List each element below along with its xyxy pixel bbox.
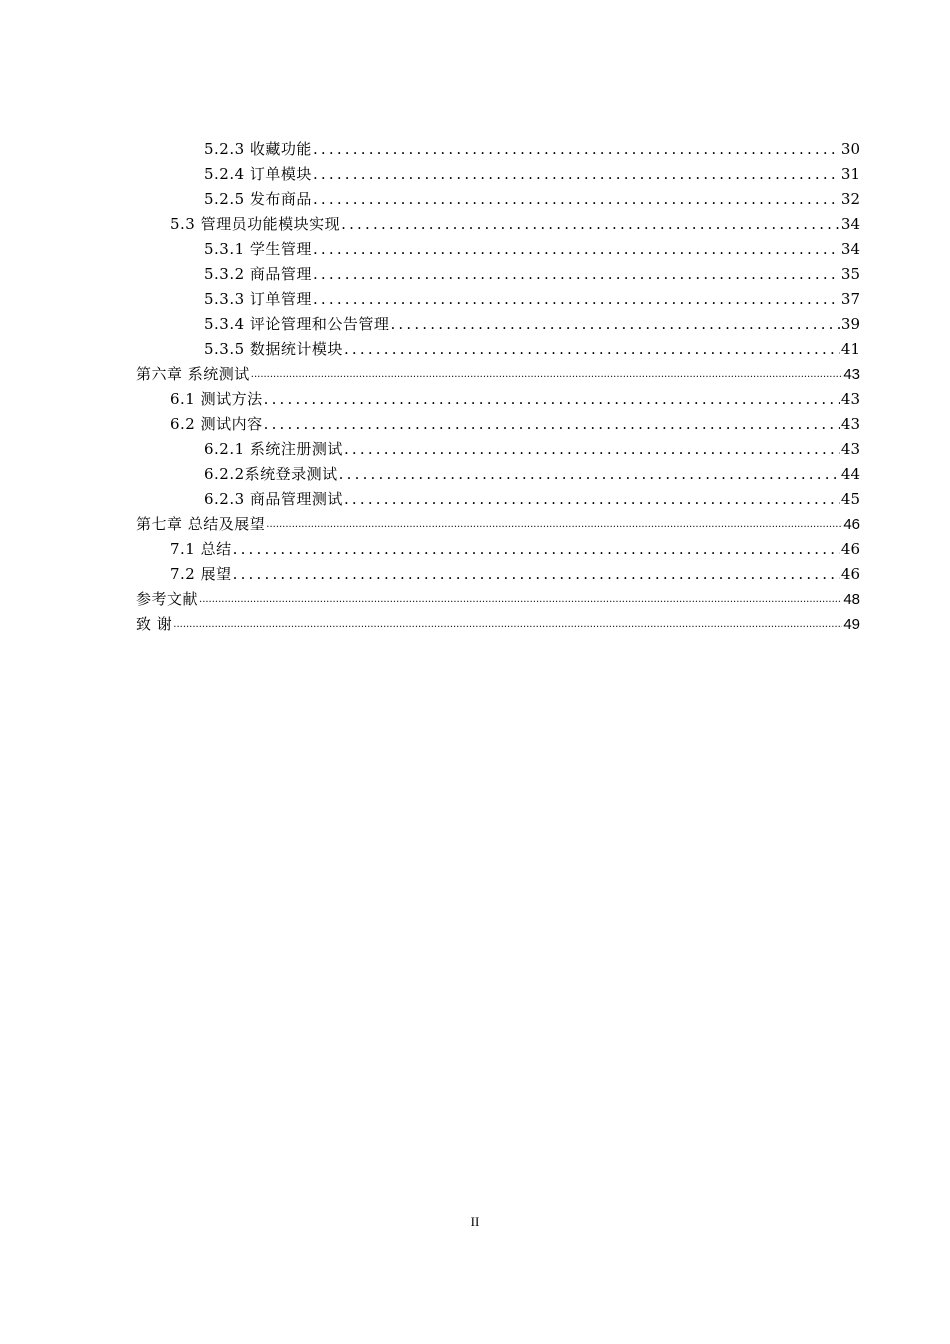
toc-entry-page: 34 [840,215,860,233]
toc-entry-page: 46 [840,540,860,558]
toc-dot-leader [339,462,840,487]
toc-entry[interactable] [136,287,860,312]
toc-dot-leader [251,362,843,383]
toc-chapter-entry[interactable] [136,587,860,612]
toc-dot-leader [173,612,842,633]
toc-entry-page: 32 [840,190,860,208]
toc-dot-leader [313,137,840,162]
toc-entry-page: 48 [843,591,860,608]
page-number: II [470,1214,480,1229]
toc-entry-page: 37 [840,290,860,308]
toc-dot-leader [313,187,840,212]
toc-entry-title: 致 谢 [136,615,173,633]
toc-entry-page: 43 [840,390,860,408]
toc-entry-title: 5.3.4 评论管理和公告管理 [204,315,390,333]
toc-entry[interactable] [136,237,860,262]
toc-entry[interactable] [136,437,860,462]
toc-entry-title: 5.2.4 订单模块 [204,165,312,183]
toc-chapter-entry[interactable] [136,612,860,637]
toc-entry[interactable] [136,337,860,362]
toc-entry-page: 44 [840,465,860,483]
toc-chapter-entry[interactable] [136,362,860,387]
toc-entry-title: 5.3 管理员功能模块实现 [170,215,341,233]
toc-entry[interactable] [136,537,860,562]
toc-entry[interactable] [136,212,860,237]
toc-entry[interactable] [136,462,860,487]
toc-dot-leader [344,487,840,512]
toc-entry-page: 46 [840,565,860,583]
toc-entry-page: 43 [840,440,860,458]
toc-entry-title: 5.3.2 商品管理 [204,265,312,283]
toc-entry-title: 第七章 总结及展望 [136,515,266,533]
toc-entry[interactable] [136,262,860,287]
toc-dot-leader [233,537,840,562]
toc-entry[interactable] [136,562,860,587]
toc-entry[interactable] [136,137,860,162]
toc-entry-page: 34 [840,240,860,258]
toc-entry-title: 5.3.1 学生管理 [204,240,312,258]
toc-dot-leader [264,387,840,412]
toc-dot-leader [266,512,842,533]
toc-entry-page: 31 [840,165,860,183]
toc-dot-leader [313,162,840,187]
toc-entry-page: 39 [840,315,860,333]
toc-entry-title: 6.2.1 系统注册测试 [204,440,343,458]
table-of-contents [136,137,860,637]
toc-dot-leader [233,562,840,587]
toc-entry-page: 46 [843,516,860,533]
toc-entry-title: 6.2.3 商品管理测试 [204,490,343,508]
toc-entry[interactable] [136,387,860,412]
toc-entry-title: 5.2.3 收藏功能 [204,140,312,158]
toc-dot-leader [313,262,840,287]
toc-entry-title: 参考文献 [136,590,199,608]
toc-entry-page: 30 [840,140,860,158]
toc-entry-page: 45 [840,490,860,508]
toc-entry-title: 6.2.2系统登录测试 [204,465,338,483]
toc-entry-page: 41 [840,340,860,358]
toc-entry-title: 6.1 测试方法 [170,390,263,408]
toc-entry-page: 49 [843,616,860,633]
toc-dot-leader [344,437,840,462]
toc-chapter-entry[interactable] [136,512,860,537]
toc-entry[interactable] [136,187,860,212]
toc-dot-leader [313,287,840,312]
toc-entry-title: 5.2.5 发布商品 [204,190,312,208]
toc-dot-leader [390,312,839,337]
toc-entry[interactable] [136,412,860,437]
toc-entry[interactable] [136,487,860,512]
toc-entry-page: 35 [840,265,860,283]
toc-entry-page: 43 [840,415,860,433]
toc-dot-leader [199,587,842,608]
toc-entry[interactable] [136,312,860,337]
toc-entry-title: 7.2 展望 [170,565,232,583]
toc-dot-leader [344,337,840,362]
toc-entry-title: 7.1 总结 [170,540,232,558]
toc-entry-page: 43 [843,366,860,383]
toc-entry-title: 5.3.3 订单管理 [204,290,312,308]
toc-dot-leader [313,237,840,262]
toc-entry-title: 5.3.5 数据统计模块 [204,340,343,358]
toc-entry-title: 6.2 测试内容 [170,415,263,433]
toc-entry-title: 第六章 系统测试 [136,365,250,383]
toc-dot-leader [264,412,840,437]
toc-entry[interactable] [136,162,860,187]
toc-dot-leader [341,212,840,237]
